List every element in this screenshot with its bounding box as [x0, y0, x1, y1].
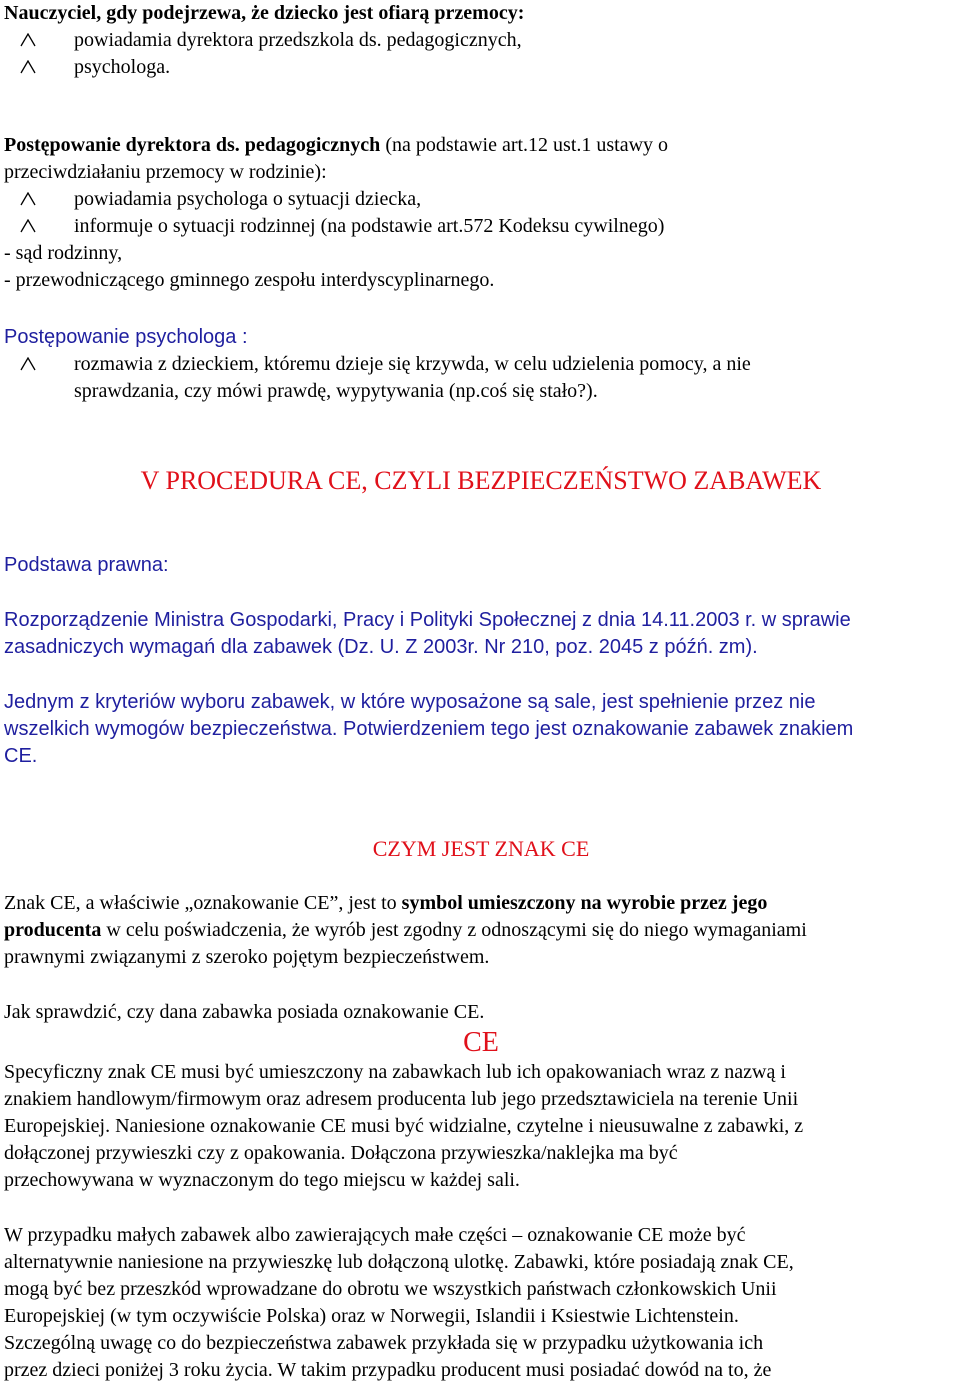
legal-basis-text	[4, 607, 958, 661]
dash-item: - sąd rodzinny,	[4, 242, 123, 264]
paragraph-line: W przypadku małych zabawek albo zawierających małe części – oznakowanie CE może być	[4, 1224, 746, 1246]
director-heading-bold: Postępowanie dyrektora ds. pedagogicznych	[4, 134, 381, 156]
list-item	[4, 54, 958, 81]
criteria-line3: CE.	[4, 745, 38, 767]
arrowhead-bullet-icon	[4, 186, 44, 213]
teacher-section	[4, 0, 958, 81]
paragraph-line: przechowywana w wyznaczonym do tego miejscu w każdej sali.	[4, 1169, 520, 1191]
arrowhead-bullet-icon	[4, 351, 44, 378]
paragraph-line: dołączonej przywieszki czy z opakowania. Dołączona przywieszka/naklejka ma być	[4, 1142, 678, 1164]
ce-definition-bold: producenta	[4, 919, 102, 941]
paragraph-line: Europejskiej (w tym oczywiście Polska) oraz w Norwegii, Islandii i Ksiestwie Lichtenstein.	[4, 1305, 739, 1327]
list-item-text: powiadamia dyrektora przedszkola ds. pedagogicznych,	[74, 29, 522, 51]
list-item-text-line1: rozmawia z dzieckiem, któremu dzieje się krzywda, w celu udzielenia pomocy, a nie	[74, 353, 751, 375]
procedure-title: V PROCEDURA CE, CZYLI BEZPIECZEŃSTWO ZABAWEK	[140, 466, 822, 495]
legal-basis-line2: zasadniczych wymagań dla zabawek (Dz. U. Z 2003r. Nr 210, poz. 2045 z późń. zm).	[4, 636, 758, 658]
list-item	[4, 351, 958, 405]
ce-definition-line2	[4, 917, 958, 944]
ce-definition-line3: prawnymi związanymi z szeroko pojętym bezpieczeństwem.	[4, 946, 490, 968]
psychologist-section	[4, 324, 958, 405]
director-heading-rest: (na podstawie art.12 ust.1 ustawy o	[380, 134, 669, 156]
ce-definition-plain: Znak CE, a właściwie „oznakowanie CE”, jest to	[4, 892, 402, 914]
legal-basis-line1: Rozporządzenie Ministra Gospodarki, Pracy i Polityki Społecznej z dnia 14.11.2003 r. w sprawie	[4, 609, 851, 631]
ce-definition-line1	[4, 890, 958, 917]
arrowhead-bullet-icon	[4, 27, 44, 54]
director-section	[4, 132, 958, 294]
legal-basis-heading: Podstawa prawna:	[4, 554, 169, 576]
list-item-text: psychologa.	[74, 56, 171, 78]
list-item	[4, 27, 958, 54]
list-item	[4, 186, 958, 213]
paragraph-line: mogą być bez przeszkód wprowadzane do obrotu we wszystkich państwach członkowskich Unii	[4, 1278, 777, 1300]
teacher-heading: Nauczyciel, gdy podejrzewa, że dziecko jest ofiarą przemocy:	[4, 2, 525, 24]
ce-definition-bold: symbol umieszczony na wyrobie przez jego	[401, 892, 768, 914]
paragraph-line: Szczególną uwagę co do bezpieczeństwa zabawek przykłada się w przypadku użytkowania ich	[4, 1332, 764, 1354]
director-heading-line2: przeciwdziałaniu przemocy w rodzinie):	[4, 161, 327, 183]
list-item-text: powiadamia psychologa o sytuacji dziecka,	[74, 188, 422, 210]
arrowhead-bullet-icon	[4, 213, 44, 240]
ce-definition	[4, 890, 958, 971]
list-item-text-line2: sprawdzania, czy mówi prawdę, wypytywania (np.coś się stało?).	[74, 380, 598, 402]
paragraph-line: przez dzieci poniżej 3 roku życia. W takim przypadku producent musi posiadać dowód na to, że	[4, 1359, 772, 1381]
small-toys-paragraph	[4, 1222, 958, 1384]
ce-question-title: CZYM JEST ZNAK CE	[372, 836, 590, 861]
ce-mark: CE	[463, 1027, 499, 1058]
how-to-check: Jak sprawdzić, czy dana zabawka posiada oznakowanie CE.	[4, 1001, 485, 1023]
arrowhead-bullet-icon	[4, 54, 44, 81]
list-item	[4, 213, 958, 240]
ce-definition-plain: w celu poświadczenia, że wyrób jest zgodny z odnoszącymi się do niego wymaganiami	[101, 919, 807, 941]
criteria-line2: wszelkich wymogów bezpieczeństwa. Potwierdzeniem tego jest oznakowanie zabawek znakiem	[4, 718, 854, 740]
dash-item: - przewodniczącego gminnego zespołu interdyscyplinarnego.	[4, 269, 495, 291]
paragraph-line: Europejskiej. Naniesione oznakowanie CE musi być widzialne, czytelne i nieusuwalne z zabawki, z	[4, 1115, 804, 1137]
specific-mark-paragraph	[4, 1059, 958, 1194]
paragraph-line: Specyficzny znak CE musi być umieszczony na zabawkach lub ich opakowaniach wraz z nazwą i	[4, 1061, 786, 1083]
list-item-text: informuje o sytuacji rodzinnej (na podstawie art.572 Kodeksu cywilnego)	[74, 215, 665, 237]
paragraph-line: znakiem handlowym/firmowym oraz adresem producenta lub jego przedsztawiciela na terenie Unii	[4, 1088, 799, 1110]
psychologist-heading: Postępowanie psychologa :	[4, 326, 248, 348]
criteria-paragraph	[4, 689, 958, 770]
director-heading	[4, 132, 958, 159]
criteria-line1: Jednym z kryteriów wyboru zabawek, w które wyposażone są sale, jest spełnienie przez nie	[4, 691, 816, 713]
paragraph-line: alternatywnie naniesione na przywieszkę lub dołączoną ulotkę. Zabawki, które posiadają znak CE,	[4, 1251, 794, 1273]
